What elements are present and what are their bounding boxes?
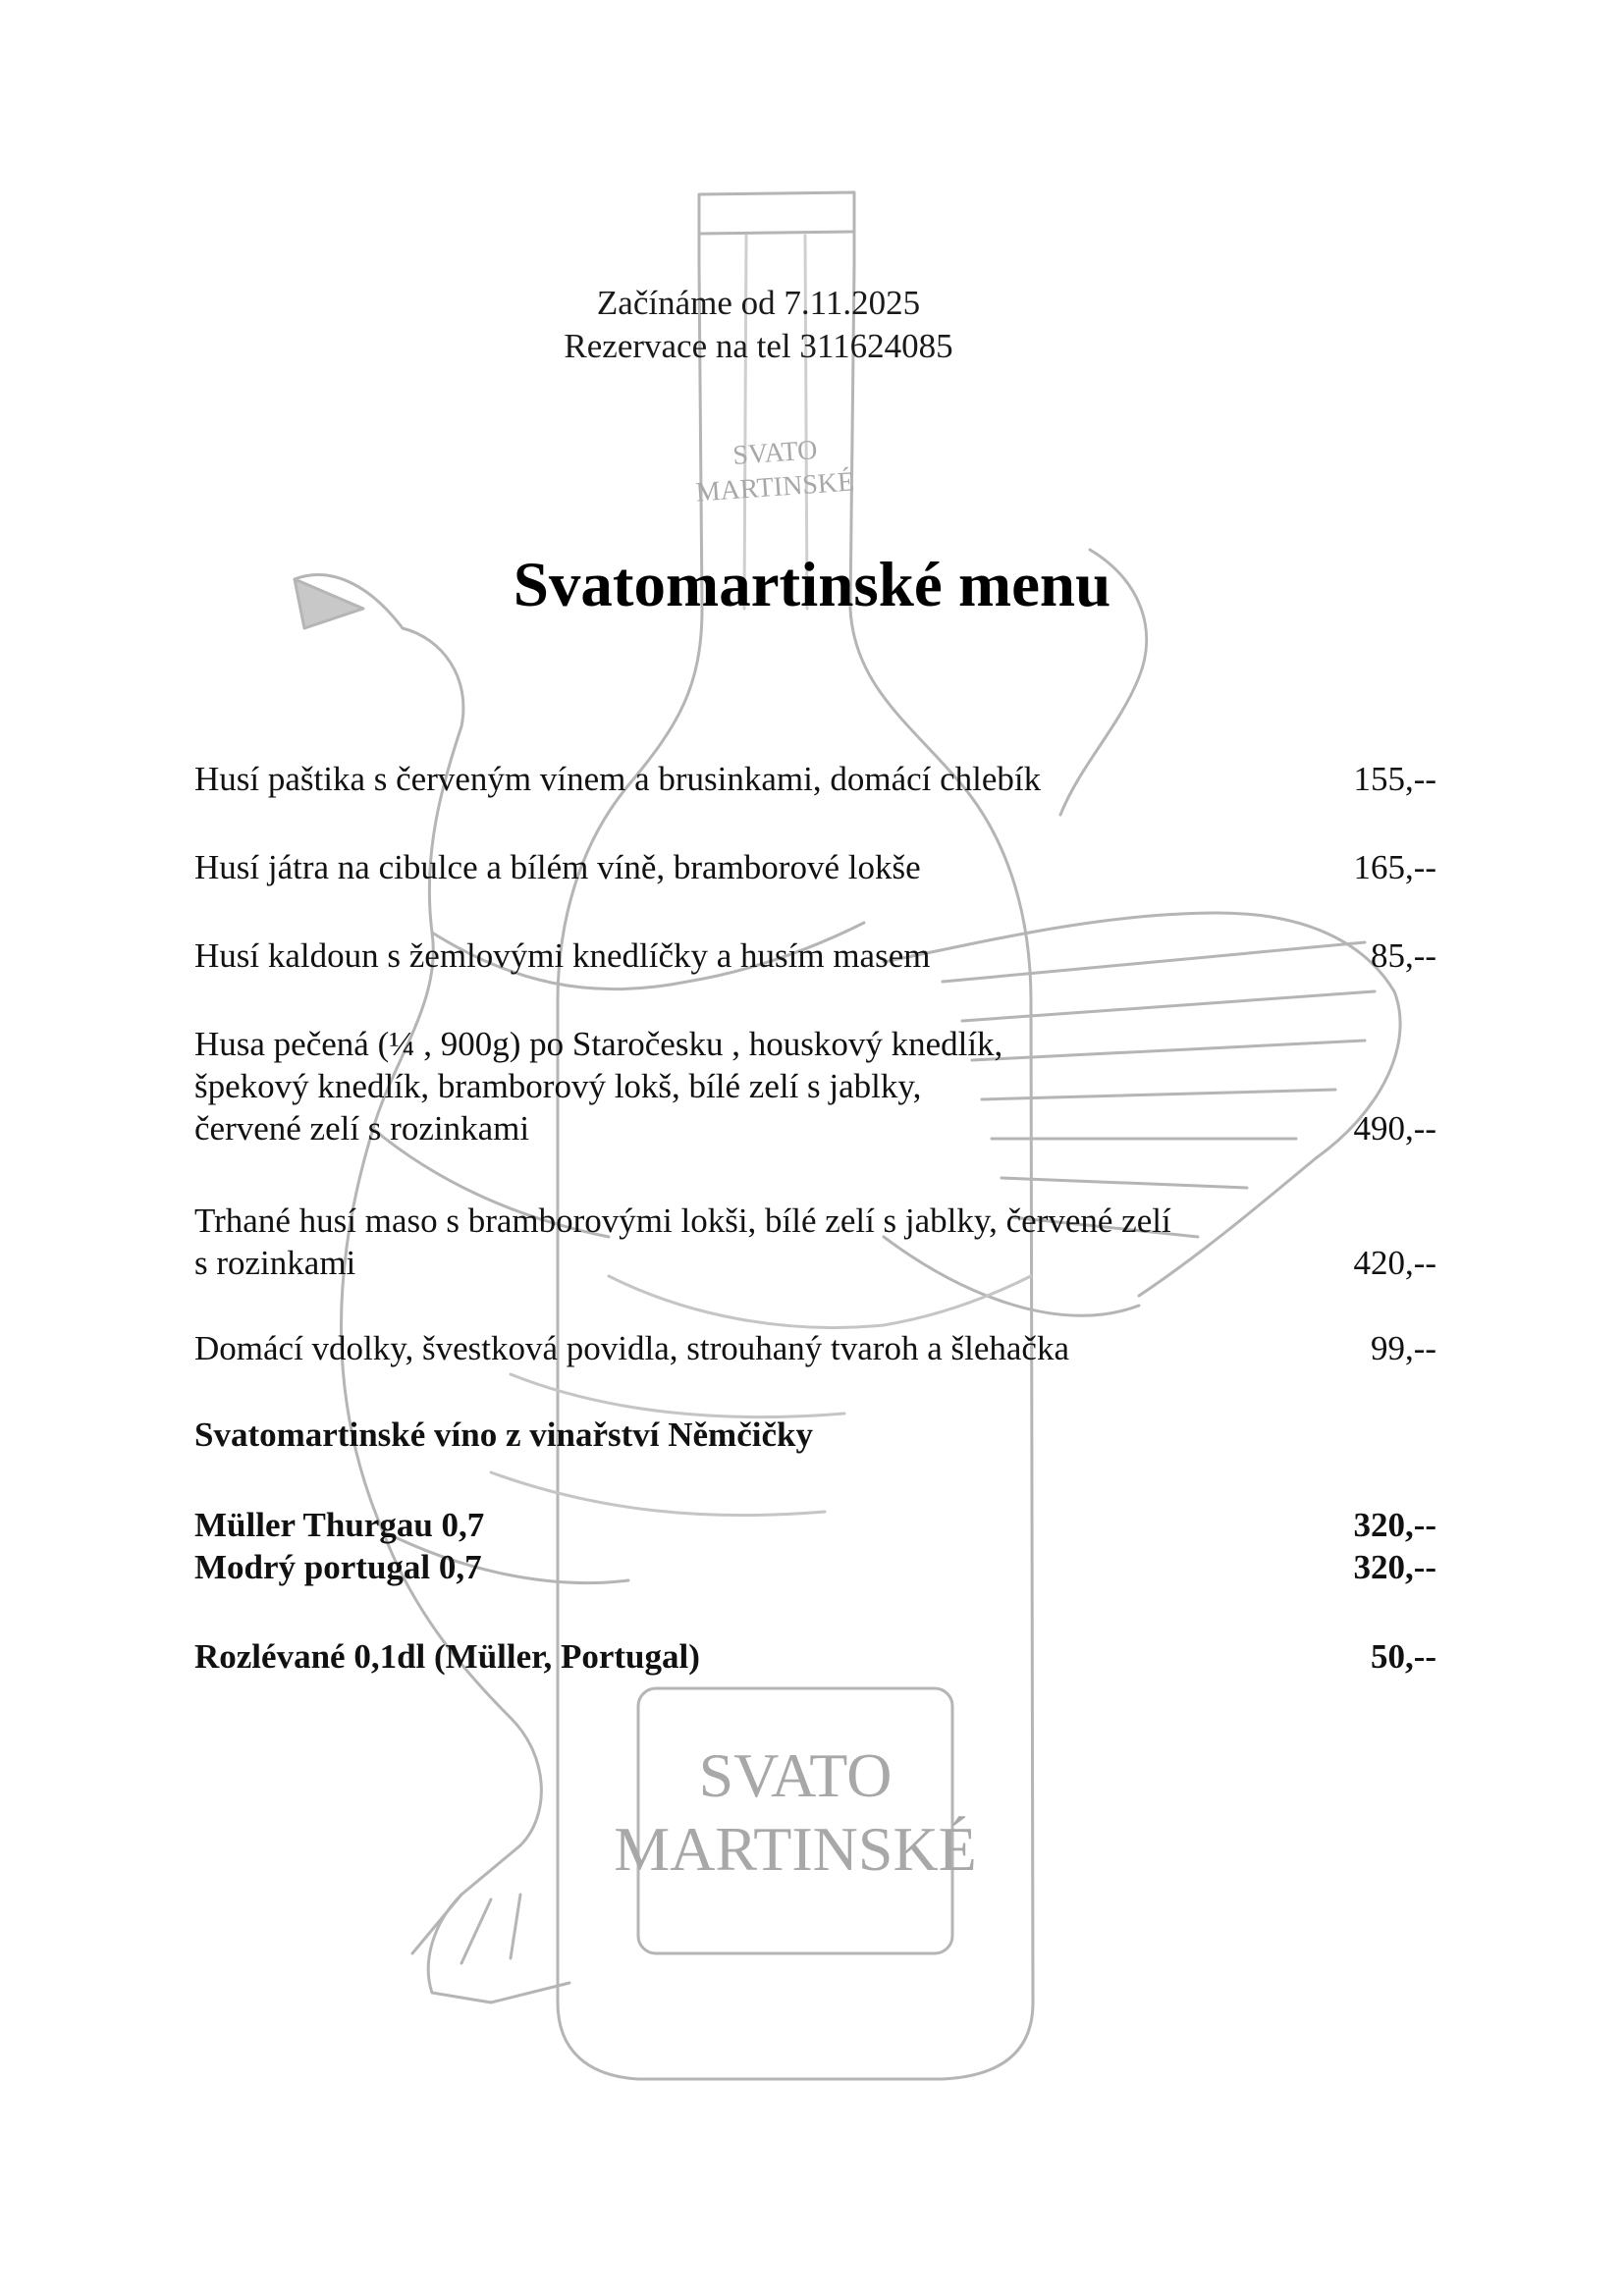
- menu-item-description: Husí paštika s červeným vínem a brusinkami, domácí chlebík: [194, 760, 1042, 798]
- menu-item-price: 420,--: [1353, 1244, 1436, 1282]
- wine-section-heading: Svatomartinské víno z vinařství Němčičky: [194, 1415, 813, 1454]
- wine-item: [194, 1546, 1436, 1588]
- menu-item: [194, 846, 1436, 888]
- neck-label-line-2: MARTINSKÉ: [694, 466, 856, 508]
- menu-item-description: s rozinkami: [194, 1244, 356, 1282]
- menu-item-price: 165,--: [1353, 848, 1436, 886]
- menu-item: [194, 1200, 1436, 1284]
- bottle-label-line-2: MARTINSKÉ: [614, 1814, 977, 1884]
- menu-item-description: Trhané husí maso s bramborovými lokši, bílé zelí s jablky, červené zelí: [194, 1201, 1171, 1240]
- menu-item-description: Husí kaldoun s žemlovými knedlíčky a husím masem: [194, 936, 931, 975]
- menu-item-description: Husa pečená (¼ , 900g) po Staročesku , houskový knedlík,: [194, 1025, 1003, 1063]
- menu-item-price: 99,--: [1370, 1329, 1436, 1367]
- menu-item-price: 85,--: [1370, 936, 1436, 975]
- menu-item: [194, 934, 1436, 977]
- wine-item-price: 320,--: [1353, 1548, 1436, 1586]
- bottle-label-line-1: SVATO: [698, 1740, 893, 1810]
- menu-item: [194, 758, 1436, 800]
- wine-item: [194, 1635, 1436, 1678]
- menu-item: [194, 1327, 1436, 1369]
- wine-item-price: 50,--: [1370, 1637, 1436, 1676]
- page-title: Svatomartinské menu: [513, 550, 1111, 620]
- wine-item-price: 320,--: [1353, 1506, 1436, 1544]
- menu-item: [194, 1023, 1436, 1149]
- reservation-text: Rezervace na tel 311624085: [564, 327, 953, 365]
- menu-item-description: špekový knedlík, bramborový lokš, bílé zelí s jablky,: [194, 1067, 922, 1105]
- neck-label-line-1: SVATO: [731, 435, 819, 471]
- wine-item-name: Modrý portugal 0,7: [194, 1548, 482, 1586]
- wine-item-name: Müller Thurgau 0,7: [194, 1506, 485, 1544]
- wine-item: [194, 1504, 1436, 1546]
- menu-item-price: 490,--: [1353, 1109, 1436, 1148]
- wine-item-name: Rozlévané 0,1dl (Müller, Portugal): [194, 1637, 700, 1676]
- menu-item-description: Husí játra na cibulce a bílém víně, bramborové lokše: [194, 848, 921, 886]
- start-date-text: Začínáme od 7.11.2025: [596, 284, 921, 322]
- menu-item-description: Domácí vdolky, švestková povidla, strouhaný tvaroh a šlehačka: [194, 1329, 1069, 1367]
- menu-item-price: 155,--: [1353, 760, 1436, 798]
- menu-item-description: červené zelí s rozinkami: [194, 1109, 530, 1148]
